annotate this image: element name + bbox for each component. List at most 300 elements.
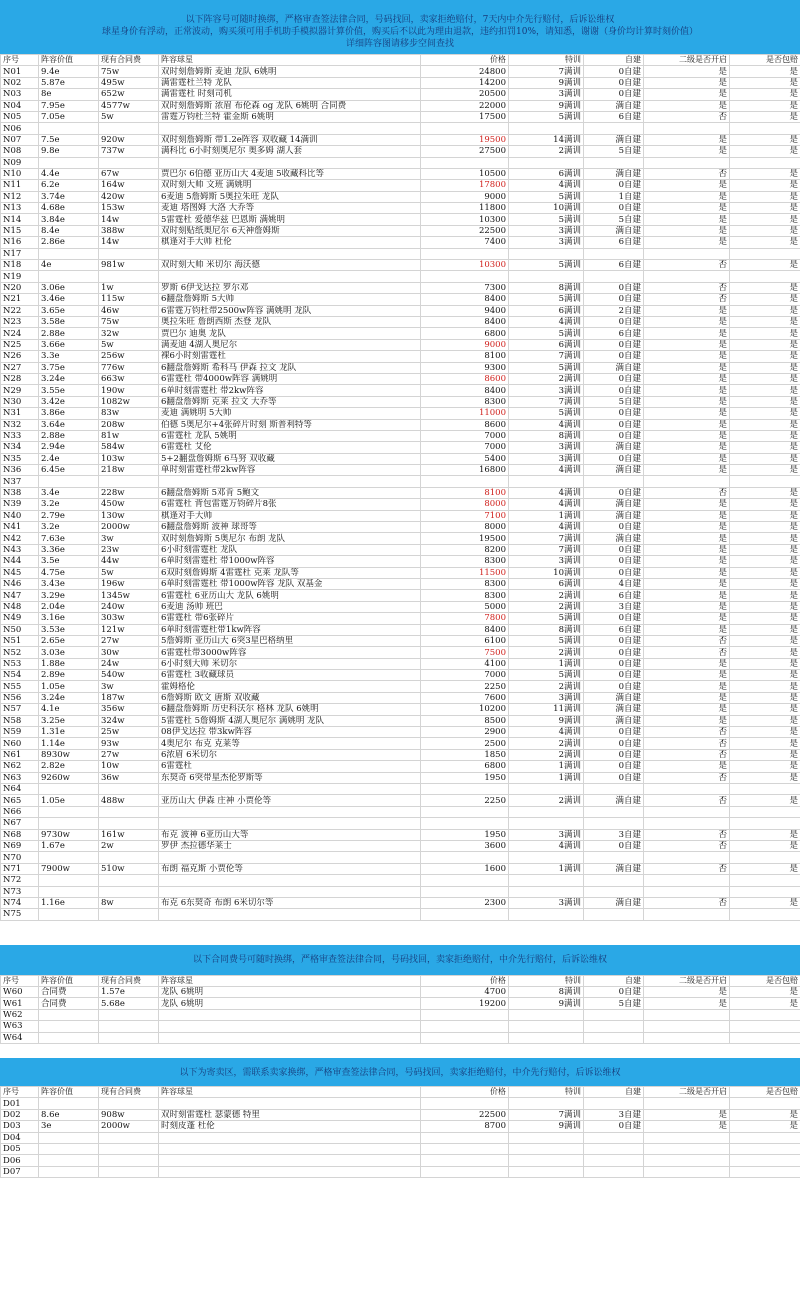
- cell-lineup-value: 1.05e: [39, 795, 99, 806]
- cell-lineup-value: 3.4e: [39, 487, 99, 498]
- cell-training: [509, 248, 584, 259]
- column-header-insured: 是否包赔: [730, 975, 800, 986]
- cell-id: N66: [1, 806, 39, 817]
- cell-training: [509, 271, 584, 282]
- cell-insured: 是: [730, 430, 800, 441]
- cell-training: [509, 818, 584, 829]
- cell-insured: 是: [730, 89, 800, 100]
- cell-training: 9满训: [509, 1121, 584, 1132]
- cell-self-build: 0自建: [584, 66, 644, 77]
- cell-id: N73: [1, 886, 39, 897]
- cell-id: N06: [1, 123, 39, 134]
- cell-players: 08伊戈达拉 带3kw阵容: [159, 727, 421, 738]
- cell-level2: 是: [644, 544, 730, 555]
- cell-insured: 是: [730, 567, 800, 578]
- cell-id: N29: [1, 385, 39, 396]
- cell-training: 1满训: [509, 863, 584, 874]
- cell-lineup-value: 7900w: [39, 863, 99, 874]
- cell-insured: [730, 818, 800, 829]
- cell-contract-fee: 190w: [99, 385, 159, 396]
- cell-players: 6小时刻雷霆杜 龙队: [159, 544, 421, 555]
- cell-contract-fee: 1345w: [99, 590, 159, 601]
- cell-lineup-value: 3.06e: [39, 282, 99, 293]
- cell-self-build: 0自建: [584, 635, 644, 646]
- cell-players: 6双时刻詹姆斯 4雷霆杜 克莱 龙队等: [159, 567, 421, 578]
- cell-insured: 是: [730, 100, 800, 111]
- notice-line-2: 球星身价有浮动，正常波动，购买须可用手机助手模拟器计算价值，购买后不以此为理由退款，违约扣罚10%，请知悉，谢谢（身价均计算时刻价值）: [101, 27, 698, 37]
- table-row: [1, 658, 800, 669]
- table-row: [1, 1109, 800, 1120]
- cell-insured: 是: [730, 522, 800, 533]
- table-row: [1, 613, 800, 624]
- cell-lineup-value: 8e: [39, 89, 99, 100]
- cell-lineup-value: 1.67e: [39, 840, 99, 851]
- cell-players: 东契奇 6突带星杰伦罗斯等: [159, 772, 421, 783]
- table-row: [1, 1132, 800, 1143]
- cell-self-build: 0自建: [584, 658, 644, 669]
- cell-players: 满科比 6小时刻奥尼尔 奥多姆 湖人套: [159, 146, 421, 157]
- cell-id: N61: [1, 749, 39, 760]
- cell-price: [421, 271, 509, 282]
- cell-price: [421, 1155, 509, 1166]
- cell-players: 6浓眉 6米切尔: [159, 749, 421, 760]
- cell-training: [509, 1032, 584, 1043]
- table-row: [1, 522, 800, 533]
- cell-self-build: 0自建: [584, 738, 644, 749]
- cell-self-build: 满自建: [584, 465, 644, 476]
- cell-players: [159, 1143, 421, 1154]
- cell-lineup-value: 8.6e: [39, 1109, 99, 1120]
- cell-level2: 是: [644, 613, 730, 624]
- notice-banner-consign: [0, 1058, 800, 1086]
- cell-price: 11000: [421, 408, 509, 419]
- cell-id: N16: [1, 237, 39, 248]
- cell-self-build: 0自建: [584, 670, 644, 681]
- cell-players: [159, 909, 421, 920]
- cell-price: 17500: [421, 111, 509, 122]
- table-row: [1, 681, 800, 692]
- cell-contract-fee: 324w: [99, 715, 159, 726]
- cell-training: 7满训: [509, 351, 584, 362]
- cell-price: 1950: [421, 772, 509, 783]
- cell-id: N12: [1, 191, 39, 202]
- cell-training: [509, 1166, 584, 1177]
- cell-id: N04: [1, 100, 39, 111]
- cell-lineup-value: [39, 852, 99, 863]
- column-header-contract-fee: 现有合同费: [99, 1087, 159, 1098]
- cell-lineup-value: 4.1e: [39, 704, 99, 715]
- cell-lineup-value: 2.82e: [39, 761, 99, 772]
- cell-lineup-value: 3.24e: [39, 373, 99, 384]
- header-row: [1, 1087, 800, 1098]
- cell-self-build: 0自建: [584, 613, 644, 624]
- cell-id: N35: [1, 453, 39, 464]
- cell-self-build: [584, 1132, 644, 1143]
- cell-players: 6翻盘詹姆斯 5大帅: [159, 294, 421, 305]
- cell-training: 8满训: [509, 282, 584, 293]
- table-row: [1, 260, 800, 271]
- table-row: [1, 863, 800, 874]
- cell-players: [159, 1098, 421, 1109]
- table-row: [1, 487, 800, 498]
- cell-self-build: [584, 875, 644, 886]
- cell-level2: 否: [644, 260, 730, 271]
- cell-self-build: [584, 157, 644, 168]
- cell-price: 22500: [421, 1109, 509, 1120]
- cell-id: N43: [1, 544, 39, 555]
- table-row: [1, 134, 800, 145]
- cell-training: 3满训: [509, 442, 584, 453]
- cell-self-build: 0自建: [584, 180, 644, 191]
- cell-training: 6满训: [509, 305, 584, 316]
- cell-insured: 是: [730, 738, 800, 749]
- cell-insured: 是: [730, 316, 800, 327]
- cell-players: 6雷霆万钧杜带2500w阵容 满姚明 龙队: [159, 305, 421, 316]
- cell-level2: 否: [644, 897, 730, 908]
- cell-contract-fee: 495w: [99, 77, 159, 88]
- cell-contract-fee: [99, 1009, 159, 1020]
- table-row: [1, 100, 800, 111]
- cell-self-build: 0自建: [584, 567, 644, 578]
- cell-price: 19500: [421, 134, 509, 145]
- cell-id: N67: [1, 818, 39, 829]
- cell-price: 8500: [421, 715, 509, 726]
- cell-self-build: [584, 909, 644, 920]
- cell-price: 8600: [421, 419, 509, 430]
- cell-lineup-value: 6.2e: [39, 180, 99, 191]
- cell-insured: 是: [730, 351, 800, 362]
- cell-self-build: 满自建: [584, 704, 644, 715]
- cell-price: 10300: [421, 260, 509, 271]
- cell-id: N02: [1, 77, 39, 88]
- cell-price: 4100: [421, 658, 509, 669]
- cell-players: 6翻盘詹姆斯 历史科沃尔 格林 龙队 6姚明: [159, 704, 421, 715]
- cell-price: 6800: [421, 328, 509, 339]
- cell-lineup-value: 1.14e: [39, 738, 99, 749]
- cell-id: N42: [1, 533, 39, 544]
- cell-self-build: [584, 806, 644, 817]
- cell-training: [509, 909, 584, 920]
- cell-self-build: 0自建: [584, 840, 644, 851]
- cell-insured: 是: [730, 328, 800, 339]
- cell-price: 5400: [421, 453, 509, 464]
- cell-price: [421, 1143, 509, 1154]
- cell-insured: 是: [730, 408, 800, 419]
- cell-price: [421, 123, 509, 134]
- cell-players: 6雷霆杜: [159, 761, 421, 772]
- cell-contract-fee: 2000w: [99, 522, 159, 533]
- column-header-insured: 是否包赔: [730, 1087, 800, 1098]
- cell-training: [509, 1143, 584, 1154]
- cell-level2: 否: [644, 840, 730, 851]
- cell-training: [509, 886, 584, 897]
- cell-id: N40: [1, 510, 39, 521]
- cell-training: 4满训: [509, 465, 584, 476]
- cell-price: 7400: [421, 237, 509, 248]
- cell-level2: [644, 875, 730, 886]
- cell-lineup-value: 3.65e: [39, 305, 99, 316]
- cell-players: 龙队 6姚明: [159, 987, 421, 998]
- cell-price: 9300: [421, 362, 509, 373]
- table-row: [1, 1032, 800, 1043]
- cell-id: N71: [1, 863, 39, 874]
- table-row: [1, 635, 800, 646]
- cell-lineup-value: [39, 784, 99, 795]
- cell-lineup-value: 3.24e: [39, 692, 99, 703]
- cell-contract-fee: [99, 1155, 159, 1166]
- notice-contract-line: 以下合同费号可随时换绑，严格审查签法律合同，号码找回，卖家拒绝赔付，中介先行赔付，后诉讼维权: [192, 954, 607, 965]
- cell-insured: 是: [730, 385, 800, 396]
- cell-self-build: [584, 1143, 644, 1154]
- cell-contract-fee: 5w: [99, 567, 159, 578]
- cell-insured: 是: [730, 225, 800, 236]
- cell-contract-fee: 187w: [99, 692, 159, 703]
- cell-players: [159, 476, 421, 487]
- cell-lineup-value: [39, 476, 99, 487]
- table-row: [1, 408, 800, 419]
- cell-price: 9000: [421, 191, 509, 202]
- cell-id: N70: [1, 852, 39, 863]
- cell-contract-fee: 67w: [99, 168, 159, 179]
- cell-contract-fee: 737w: [99, 146, 159, 157]
- cell-players: 6翻盘詹姆斯 克莱 拉文 大乔等: [159, 396, 421, 407]
- cell-lineup-value: 3.74e: [39, 191, 99, 202]
- cell-insured: 是: [730, 214, 800, 225]
- cell-players: 6单时刻雷霆杜带1kw阵容: [159, 624, 421, 635]
- cell-training: 7满训: [509, 544, 584, 555]
- cell-level2: 否: [644, 282, 730, 293]
- cell-price: 8400: [421, 316, 509, 327]
- cell-self-build: 6自建: [584, 111, 644, 122]
- cell-self-build: [584, 1021, 644, 1032]
- cell-training: 3满训: [509, 556, 584, 567]
- cell-price: 7000: [421, 670, 509, 681]
- cell-self-build: [584, 1166, 644, 1177]
- cell-level2: 是: [644, 578, 730, 589]
- cell-insured: 是: [730, 499, 800, 510]
- cell-lineup-value: [39, 123, 99, 134]
- cell-price: 7100: [421, 510, 509, 521]
- cell-training: 3满训: [509, 237, 584, 248]
- cell-players: 6雷霆杜 3收藏球员: [159, 670, 421, 681]
- cell-lineup-value: 2.79e: [39, 510, 99, 521]
- cell-players: 满雷霆杜 时刻司机: [159, 89, 421, 100]
- cell-insured: 是: [730, 795, 800, 806]
- cell-contract-fee: 115w: [99, 294, 159, 305]
- cell-insured: [730, 1155, 800, 1166]
- cell-players: 单时刻雷霆杜带2kw阵容: [159, 465, 421, 476]
- table-row: [1, 875, 800, 886]
- cell-contract-fee: 303w: [99, 613, 159, 624]
- cell-players: 6雷霆杜 带6张碎片: [159, 613, 421, 624]
- cell-self-build: 0自建: [584, 339, 644, 350]
- cell-level2: 是: [644, 339, 730, 350]
- column-header-self-build: 自建: [584, 55, 644, 66]
- cell-contract-fee: 24w: [99, 658, 159, 669]
- table-row: [1, 225, 800, 236]
- cell-contract-fee: 5w: [99, 339, 159, 350]
- table-row: [1, 385, 800, 396]
- cell-contract-fee: 1w: [99, 282, 159, 293]
- cell-contract-fee: 32w: [99, 328, 159, 339]
- cell-lineup-value: [39, 1143, 99, 1154]
- cell-price: 19500: [421, 533, 509, 544]
- cell-lineup-value: 4.68e: [39, 203, 99, 214]
- cell-training: 4满训: [509, 180, 584, 191]
- table-row: [1, 704, 800, 715]
- cell-contract-fee: 46w: [99, 305, 159, 316]
- cell-lineup-value: 8.4e: [39, 225, 99, 236]
- cell-id: W61: [1, 998, 39, 1009]
- table-row: [1, 453, 800, 464]
- cell-players: [159, 248, 421, 259]
- cell-lineup-value: 4.4e: [39, 168, 99, 179]
- cell-training: 3满训: [509, 897, 584, 908]
- cell-insured: [730, 886, 800, 897]
- cell-lineup-value: [39, 1155, 99, 1166]
- cell-price: 17800: [421, 180, 509, 191]
- cell-self-build: 0自建: [584, 203, 644, 214]
- cell-level2: [644, 1132, 730, 1143]
- cell-self-build: [584, 784, 644, 795]
- column-header-lineup-value: 阵容价值: [39, 1087, 99, 1098]
- cell-self-build: 满自建: [584, 442, 644, 453]
- cell-id: D02: [1, 1109, 39, 1120]
- cell-players: 双时刻詹姆斯 浓眉 布伦森 og 龙队 6姚明 合同费: [159, 100, 421, 111]
- cell-price: 7600: [421, 692, 509, 703]
- cell-id: N37: [1, 476, 39, 487]
- cell-training: 6满训: [509, 168, 584, 179]
- cell-self-build: [584, 248, 644, 259]
- cell-training: 6满训: [509, 578, 584, 589]
- cell-lineup-value: [39, 875, 99, 886]
- table-row: [1, 339, 800, 350]
- cell-insured: 是: [730, 180, 800, 191]
- cell-price: 8400: [421, 624, 509, 635]
- cell-players: [159, 1009, 421, 1020]
- cell-players: 双时刻雷霆杜 瑟蒙德 特里: [159, 1109, 421, 1120]
- cell-training: 2满训: [509, 681, 584, 692]
- table-row: [1, 476, 800, 487]
- cell-insured: 是: [730, 396, 800, 407]
- cell-self-build: [584, 818, 644, 829]
- cell-training: 9满训: [509, 715, 584, 726]
- cell-contract-fee: 27w: [99, 749, 159, 760]
- cell-training: 2满训: [509, 647, 584, 658]
- cell-training: 3满训: [509, 692, 584, 703]
- cell-id: N17: [1, 248, 39, 259]
- cell-self-build: 0自建: [584, 453, 644, 464]
- column-header-self-build: 自建: [584, 975, 644, 986]
- cell-insured: 是: [730, 590, 800, 601]
- cell-level2: 是: [644, 556, 730, 567]
- cell-insured: [730, 1009, 800, 1020]
- cell-training: [509, 476, 584, 487]
- cell-level2: 是: [644, 351, 730, 362]
- cell-self-build: 3自建: [584, 601, 644, 612]
- cell-id: N38: [1, 487, 39, 498]
- cell-insured: 是: [730, 487, 800, 498]
- cell-players: 6詹姆斯 欧文 唐斯 双收藏: [159, 692, 421, 703]
- cell-self-build: 3自建: [584, 1109, 644, 1120]
- cell-price: 3600: [421, 840, 509, 851]
- cell-lineup-value: 7.5e: [39, 134, 99, 145]
- table-row: [1, 692, 800, 703]
- cell-level2: 是: [644, 1121, 730, 1132]
- cell-contract-fee: 776w: [99, 362, 159, 373]
- cell-players: 裸6小时刻雷霆杜: [159, 351, 421, 362]
- cell-players: 棋逢对手大帅: [159, 510, 421, 521]
- cell-id: N21: [1, 294, 39, 305]
- cell-price: 1850: [421, 749, 509, 760]
- cell-lineup-value: [39, 248, 99, 259]
- cell-players: 6单时刻雷霆杜 带1000w阵容: [159, 556, 421, 567]
- cell-contract-fee: 14w: [99, 237, 159, 248]
- cell-contract-fee: 3w: [99, 681, 159, 692]
- cell-level2: [644, 806, 730, 817]
- cell-id: N58: [1, 715, 39, 726]
- table-row: [1, 191, 800, 202]
- cell-price: [421, 784, 509, 795]
- cell-contract-fee: 161w: [99, 829, 159, 840]
- cell-level2: 否: [644, 635, 730, 646]
- cell-id: N28: [1, 373, 39, 384]
- cell-players: 霍姆格伦: [159, 681, 421, 692]
- notice-line-1: 以下阵容号可随时换绑，严格审查签法律合同，号码找回，卖家拒绝赔付，7天内中介先行赔付，后诉讼维权: [185, 15, 615, 25]
- cell-insured: 是: [730, 1121, 800, 1132]
- cell-players: 6麦迪 汤帅 班巴: [159, 601, 421, 612]
- table-row: [1, 1021, 800, 1032]
- cell-level2: [644, 1009, 730, 1020]
- column-header-level2: 二级是否开启: [644, 1087, 730, 1098]
- cell-contract-fee: 420w: [99, 191, 159, 202]
- cell-self-build: 5自建: [584, 396, 644, 407]
- cell-id: N60: [1, 738, 39, 749]
- cell-price: [421, 248, 509, 259]
- cell-contract-fee: [99, 852, 159, 863]
- cell-lineup-value: 4e: [39, 260, 99, 271]
- cell-price: [421, 818, 509, 829]
- cell-players: 6雷霆杜 6亚历山大 龙队 6姚明: [159, 590, 421, 601]
- cell-training: [509, 1098, 584, 1109]
- cell-self-build: [584, 271, 644, 282]
- cell-insured: 是: [730, 111, 800, 122]
- cell-price: [421, 1009, 509, 1020]
- cell-lineup-value: 3.03e: [39, 647, 99, 658]
- cell-level2: 是: [644, 510, 730, 521]
- cell-insured: 是: [730, 134, 800, 145]
- cell-price: 7800: [421, 613, 509, 624]
- cell-lineup-value: [39, 1166, 99, 1177]
- cell-price: 27500: [421, 146, 509, 157]
- cell-level2: 是: [644, 430, 730, 441]
- cell-id: N44: [1, 556, 39, 567]
- cell-id: N14: [1, 214, 39, 225]
- cell-lineup-value: 3.66e: [39, 339, 99, 350]
- cell-lineup-value: 1.31e: [39, 727, 99, 738]
- table-row: [1, 840, 800, 851]
- cell-price: 14200: [421, 77, 509, 88]
- cell-insured: 是: [730, 704, 800, 715]
- table-row: [1, 146, 800, 157]
- cell-id: D04: [1, 1132, 39, 1143]
- cell-training: 2满训: [509, 749, 584, 760]
- cell-price: 8200: [421, 544, 509, 555]
- cell-contract-fee: [99, 818, 159, 829]
- cell-level2: 是: [644, 305, 730, 316]
- cell-id: N64: [1, 784, 39, 795]
- cell-id: N19: [1, 271, 39, 282]
